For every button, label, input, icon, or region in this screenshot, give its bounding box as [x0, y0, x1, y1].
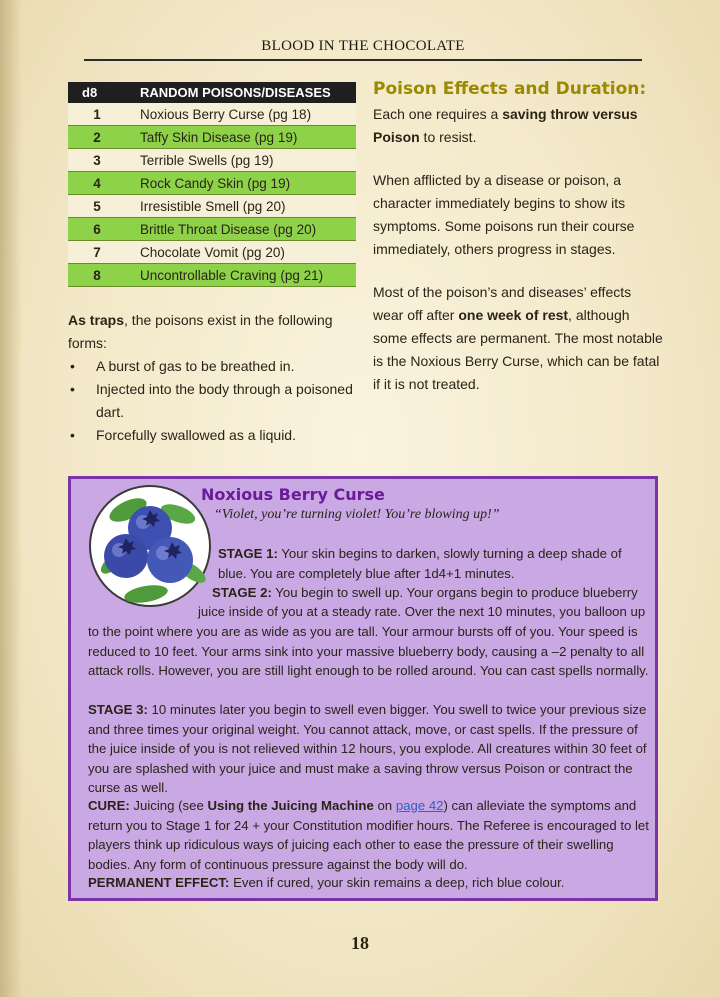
list-item [68, 424, 358, 447]
permanent-effect-text [88, 873, 650, 893]
random-poisons-table [68, 82, 356, 287]
permanent-effect-label: PERMANENT EFFECT: [88, 875, 230, 890]
list-item-text: A burst of gas to be breathed in. [96, 358, 295, 374]
bullet-icon: • [70, 358, 75, 374]
row-poison-name: Noxious Berry Curse (pg 18) [126, 103, 356, 126]
row-poison-name: Brittle Throat Disease (pg 20) [126, 218, 356, 241]
effects-paragraph-2: When afflicted by a disease or poison, a character immediately begins to show its symptoms. Some poisons run their course immediately, others progress in stages. [373, 172, 635, 257]
emphasis-text: Using the Juicing Machine [207, 798, 374, 813]
column-header-name: RANDOM POISONS/DISEASES [126, 82, 356, 103]
row-poison-name: Chocolate Vomit (pg 20) [126, 241, 356, 264]
row-poison-name: Uncontrollable Craving (pg 21) [126, 264, 356, 287]
table-header-row [68, 82, 356, 103]
page-edge-shading [0, 0, 22, 997]
traps-intro-text: , the poisons exist in the following forms: [68, 312, 333, 351]
column-header-die: d8 [68, 82, 126, 103]
table-row [68, 195, 356, 218]
stage-2-label: STAGE 2: [212, 585, 272, 600]
cure-label: CURE: [88, 798, 130, 813]
emphasis-text: one week of rest [458, 307, 569, 323]
traps-intro [68, 309, 358, 355]
traps-lead: As traps [68, 312, 125, 328]
bullet-icon: • [70, 381, 75, 397]
list-item-text: Forcefully swallowed as a liquid. [96, 427, 296, 443]
row-number: 4 [68, 172, 126, 195]
table-row [68, 149, 356, 172]
effects-paragraph-3 [373, 281, 663, 396]
paragraph-text: Your skin begins to darken, slowly turning a deep shade of blue. You are completely blue after 1d4+1 minutes. [218, 546, 622, 581]
row-number: 5 [68, 195, 126, 218]
page-number: 18 [351, 933, 369, 953]
stage-2-rest: to the point where you are as wide as you are tall. Your armour bursts off of you. Your speed is reduced to 10 feet. Your arms sink into your massive blueberry body, causing a –2 penalty to all attack rolls. However, you are still light enough to be rolled around. You can cast spells normally. [88, 624, 649, 678]
stage-1-label: STAGE 1: [218, 546, 278, 561]
paragraph-text: Even if cured, your skin remains a deep, rich blue colour. [229, 875, 565, 890]
running-header: BLOOD IN THE CHOCOLATE [261, 38, 465, 54]
blueberry-illustration [88, 484, 212, 608]
sidebar-title: Noxious Berry Curse [201, 485, 385, 504]
table-row [68, 241, 356, 264]
list-item [68, 355, 358, 378]
row-number: 2 [68, 126, 126, 149]
table-row [68, 172, 356, 195]
paragraph-text: on [373, 798, 396, 813]
row-number: 6 [68, 218, 126, 241]
paragraph-text: Each one requires a [373, 106, 503, 122]
header-rule [84, 59, 642, 61]
stage-1-text [218, 544, 650, 583]
poison-effects-section [373, 78, 663, 416]
stage-3-text [88, 700, 650, 798]
stage-2-line-2: juice inside of you at a steady rate. Over the next 10 minutes, you balloon up [198, 604, 646, 619]
table-row [68, 126, 356, 149]
paragraph-text: You begin to swell up. Your organs begin to produce blueberry [271, 585, 638, 600]
row-number: 8 [68, 264, 126, 287]
traps-list [68, 355, 358, 447]
row-poison-name: Rock Candy Skin (pg 19) [126, 172, 356, 195]
paragraph-text: , although some effects are permanent. The most notable is the Noxious Berry Curse, which can be fatal if it is not treated. [373, 307, 663, 392]
table-row [68, 264, 356, 287]
table-row [68, 218, 356, 241]
row-poison-name: Taffy Skin Disease (pg 19) [126, 126, 356, 149]
row-number: 7 [68, 241, 126, 264]
paragraph-text: to resist. [419, 129, 477, 145]
list-item [68, 378, 358, 424]
effects-paragraph-1 [373, 103, 663, 149]
page-42-link[interactable]: page 42 [395, 798, 444, 813]
row-poison-name: Irresistible Smell (pg 20) [126, 195, 356, 218]
sidebar-quote: “Violet, you’re turning violet! You’re blowing up!” [214, 507, 500, 522]
paragraph-text: 10 minutes later you begin to swell even bigger. You swell to twice your previous size and three times your original weight. You cannot attack, move, or cast spells. If the pressure of the juice inside of you is not relieved within 12 hours, you explode. All creatures within 30 feet of you are splashed with your juice and must make a saving throw versus Poison or contract the curse as well. [88, 702, 647, 795]
row-poison-name: Terrible Swells (pg 19) [126, 149, 356, 172]
row-number: 1 [68, 103, 126, 126]
paragraph-text: Juicing (see [129, 798, 208, 813]
stage-3-label: STAGE 3: [88, 702, 148, 717]
list-item-text: Injected into the body through a poisoned dart. [96, 381, 353, 420]
paragraph-text: Most of the poison’s and diseases’ effects wear off after [373, 284, 632, 323]
stage-2-line-1 [212, 583, 652, 603]
traps-section [68, 309, 358, 447]
paragraph-text: ) can alleviate the symptoms and return you to Stage 1 for 24 + your Constitution modifier hours. The Referee is encouraged to let players think up ridiculous ways of juicing each other to ease the pressure of their swelling bodies. Any form of continuous pressure against the body will do. [88, 798, 649, 872]
emphasis-text: saving throw versus Poison [373, 106, 638, 145]
section-heading: Poison Effects and Duration: [373, 79, 647, 99]
row-number: 3 [68, 149, 126, 172]
cure-text [88, 796, 650, 874]
table-row [68, 103, 356, 126]
bullet-icon: • [70, 427, 75, 443]
